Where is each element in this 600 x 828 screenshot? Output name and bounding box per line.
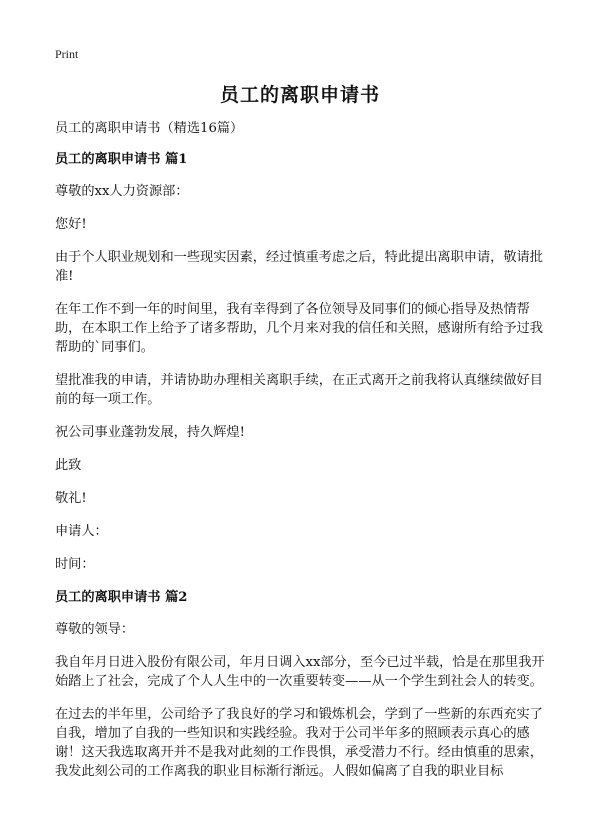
document-title: 员工的离职申请书 xyxy=(219,84,380,106)
date-line: 时间： xyxy=(55,557,95,572)
applicant-line: 申请人： xyxy=(55,524,108,539)
body-paragraph: 由于个人职业规划和一些现实因素，经过慎重考虑之后，特此提出离职申请，敬请批准! xyxy=(55,250,543,284)
salutation: 尊敬的xx人力资源部： xyxy=(55,184,189,199)
body-paragraph: 在过去的半年里，公司给予了我良好的学习和锻炼机会，学到了一些新的东西充实了自我，增加了自我的一些知识和实践经验。我对于公司半年多的照顾表示真心的感谢！这天我选取离开并不是我对此刻的工作畏惧，承受潜力不行。经由慎重的思索，我发此刻公司的工作离我的职业目标渐行渐远。人假如偏离了自我的职业目标 xyxy=(55,707,543,779)
greeting: 您好! xyxy=(55,217,87,232)
body-paragraph: 在年工作不到一年的时间里，我有幸得到了各位领导及同事们的倾心指导及热情帮助，在本职工作上给予了诸多帮助，几个月来对我的信任和关照，感谢所有给予过我帮助的`同事们。 xyxy=(55,302,543,355)
body-paragraph: 望批准我的申请，并请协助办理相关离职手续，在正式离开之前我将认真继续做好目前的每一项工作。 xyxy=(55,373,543,407)
closing-line: 此致 xyxy=(55,458,82,473)
print-link[interactable]: Print xyxy=(55,47,79,61)
document-body xyxy=(55,119,551,795)
body-paragraph: 祝公司事业蓬勃发展，持久辉煌! xyxy=(55,425,245,440)
document-subtitle: 员工的离职申请书（精选16篇） xyxy=(55,121,244,136)
salutation: 尊敬的领导： xyxy=(55,622,135,637)
body-paragraph: 我自年月日进入股份有限公司，年月日调入xx部分，至今已过半载，恰是在那里我开始踏上了社会，完成了个人人生中的一次重要转变——从一个学生到社会人的转变。 xyxy=(55,655,545,689)
section-heading: 员工的离职申请书 篇2 xyxy=(55,590,188,605)
section-heading: 员工的离职申请书 篇1 xyxy=(55,152,188,167)
closing-line: 敬礼! xyxy=(55,491,87,506)
